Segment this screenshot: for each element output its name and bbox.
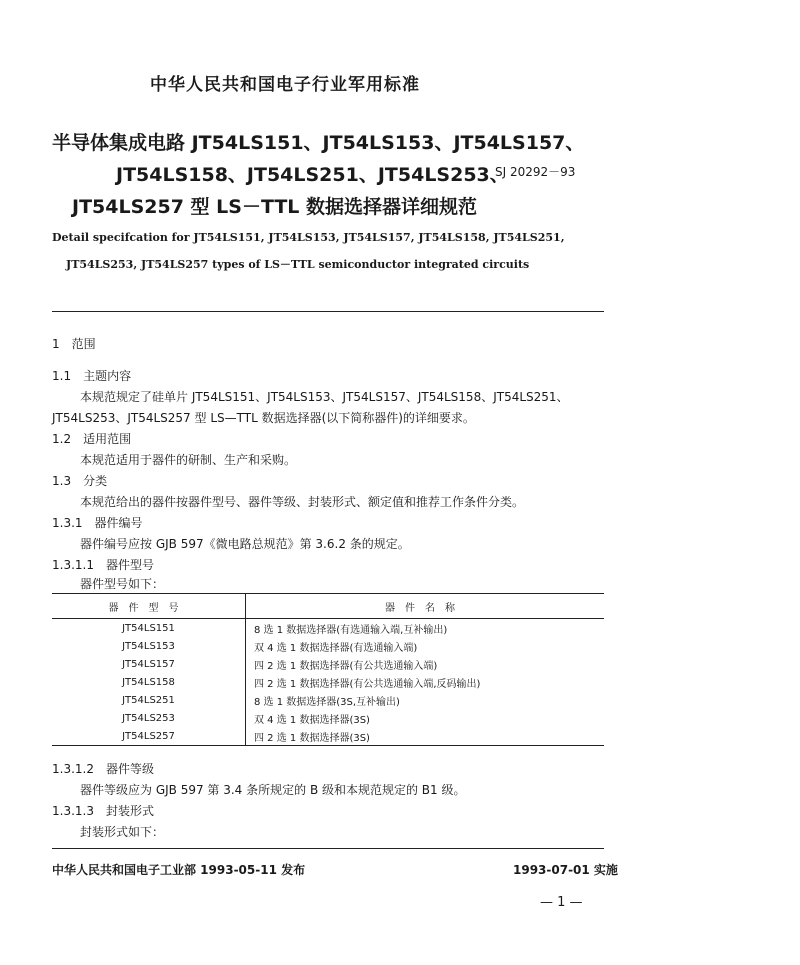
device-name-cell: 8 选 1 数据选择器(3S,互补输出) <box>254 696 400 708</box>
issue-date: 中华人民共和国电子工业部 1993-05-11 发布 <box>52 863 306 877</box>
top-rule <box>52 311 604 312</box>
device-type-cell: JT54LS251 <box>52 691 246 709</box>
device-type-table <box>52 593 604 746</box>
section-1-3-1-3-heading: 1.3.1.3 封装形式 <box>52 804 154 818</box>
section-1-3-heading: 1.3 分类 <box>52 474 108 488</box>
section-1-1-text-1: 本规范规定了硅单片 JT54LS151、JT54LS153、JT54LS157、JT54LS158、JT54LS251、 <box>80 390 569 404</box>
section-1-1-heading: 1.1 主题内容 <box>52 369 132 383</box>
table-row <box>52 655 604 673</box>
device-type-cell: JT54LS257 <box>52 727 246 746</box>
device-type-cell: JT54LS153 <box>52 637 246 655</box>
standard-number: SJ 20292－93 <box>495 165 576 179</box>
english-title-line-1: Detail specifcation for JT54LS151, JT54LS153, JT54LS157, JT54LS158, JT54LS251, <box>52 231 565 244</box>
section-1-2-heading: 1.2 适用范围 <box>52 432 132 446</box>
device-name-cell: 四 2 选 1 数据选择器(3S) <box>246 727 605 746</box>
col-header-type: 器件型号 <box>52 594 246 619</box>
section-1-2-text: 本规范适用于器件的研制、生产和采购。 <box>80 453 297 467</box>
table-header-row <box>52 594 604 619</box>
col-header-name: 器件名称 <box>246 594 605 619</box>
footer-rule <box>52 848 604 849</box>
section-1-3-1-2-text: 器件等级应为 GJB 597 第 3.4 条所规定的 B 级和本规范规定的 B1 级。 <box>80 783 466 797</box>
device-type-cell: JT54LS157 <box>52 655 246 673</box>
section-1-3-text: 本规范给出的器件按器件型号、器件等级、封装形式、额定值和推荐工作条件分类。 <box>80 495 525 509</box>
table-row <box>52 709 604 727</box>
title-line-3: JT54LS257 型 LS－TTL 数据选择器详细规范 <box>72 196 478 218</box>
document-header: 中华人民共和国电子行业军用标准 <box>150 75 420 95</box>
table-row <box>52 637 604 655</box>
table-row <box>52 619 604 638</box>
effective-date: 1993-07-01 实施 <box>513 863 618 877</box>
section-1-3-1-heading: 1.3.1 器件编号 <box>52 516 143 530</box>
section-1-3-1-text: 器件编号应按 GJB 597《微电路总规范》第 3.6.2 条的规定。 <box>80 537 410 551</box>
section-1-3-1-1-heading: 1.3.1.1 器件型号 <box>52 558 154 572</box>
section-1-3-1-2-heading: 1.3.1.2 器件等级 <box>52 762 154 776</box>
device-type-cell: JT54LS151 <box>52 619 246 638</box>
section-1-3-1-3-text: 封装形式如下： <box>80 825 165 839</box>
section-1-heading: 1 范围 <box>52 337 96 351</box>
device-name-cell: 双 4 选 1 数据选择器(3S) <box>254 714 370 726</box>
table-row <box>52 727 604 746</box>
device-type-cell: JT54LS158 <box>52 673 246 691</box>
device-name-cell: 8 选 1 数据选择器(有选通输入端,互补输出) <box>254 624 448 636</box>
device-name-cell: 四 2 选 1 数据选择器(有公共选通输入端,反码输出) <box>254 678 481 690</box>
device-name-cell: 四 2 选 1 数据选择器(有公共选通输入端) <box>254 660 438 672</box>
section-1-1-text-2: JT54LS253、JT54LS257 型 LS—TTL 数据选择器(以下简称器件)的详细要求。 <box>52 411 475 425</box>
section-1-3-1-1-text: 器件型号如下： <box>80 577 165 591</box>
page-number: — 1 — <box>540 895 583 910</box>
english-title-line-2: JT54LS253, JT54LS257 types of LS－TTL semiconductor integrated circuits <box>66 258 530 271</box>
device-name-cell: 双 4 选 1 数据选择器(有选通输入端) <box>254 642 418 654</box>
table-row <box>52 691 604 709</box>
title-line-1: 半导体集成电路 JT54LS151、JT54LS153、JT54LS157、 <box>52 132 585 154</box>
device-type-cell: JT54LS253 <box>52 709 246 727</box>
title-line-2: JT54LS158、JT54LS251、JT54LS253、 <box>116 164 509 186</box>
table-row <box>52 673 604 691</box>
